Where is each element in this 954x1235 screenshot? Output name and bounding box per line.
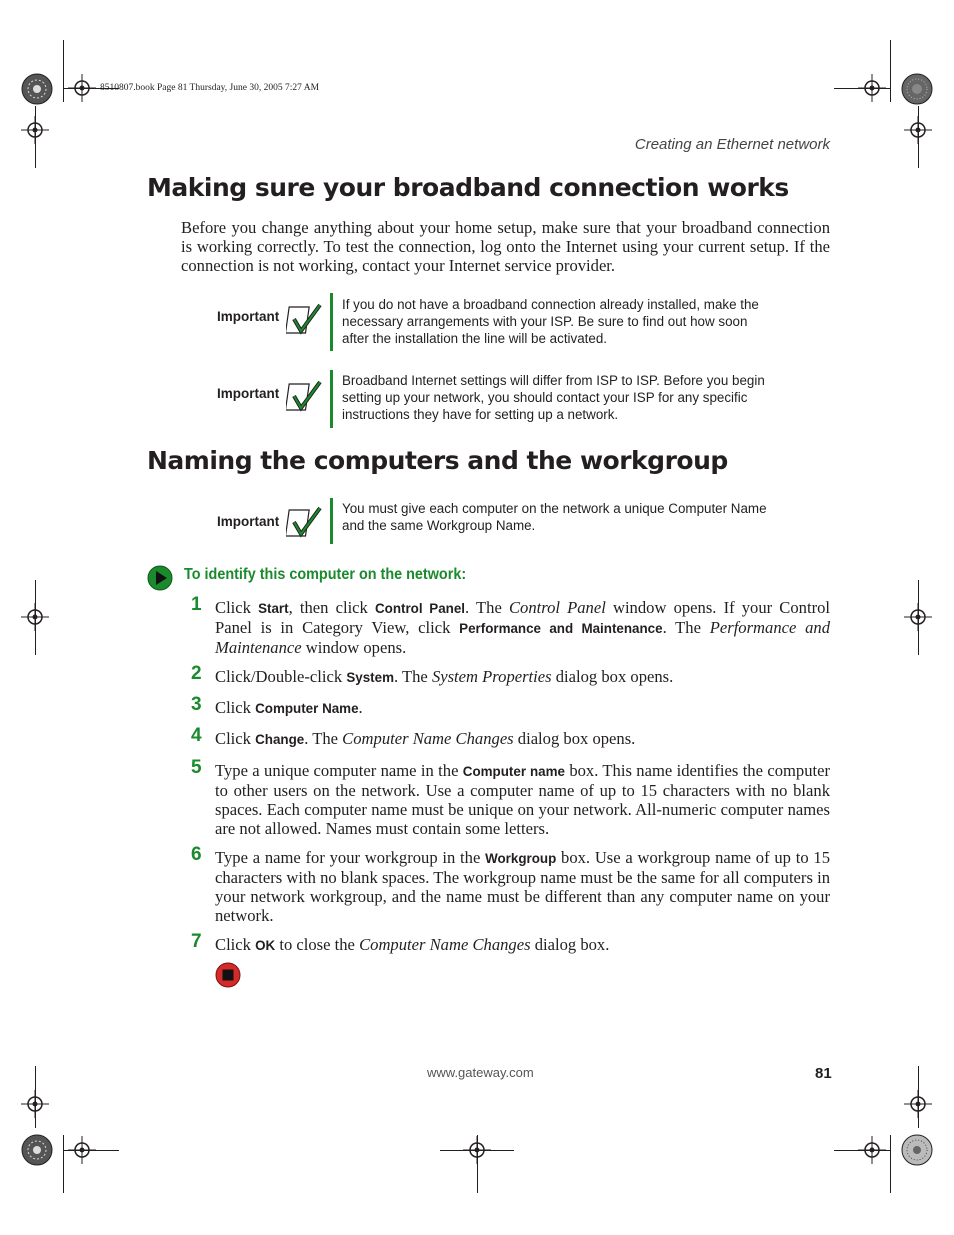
crosshair-icon	[858, 74, 886, 102]
checkmark-icon	[286, 378, 324, 414]
play-arrow-icon	[147, 565, 173, 591]
stop-icon	[215, 962, 241, 988]
print-info: 8510807.book Page 81 Thursday, June 30, 2005 7:27 AM	[100, 83, 320, 93]
note-text: You must give each computer on the network a unique Computer Name and the same Workgroup Name.	[342, 501, 767, 533]
note-text: If you do not have a broadband connection already installed, make the necessary arrangements with your ISP. Be sure to find out how soon after the installation the line will be activated.	[342, 297, 759, 346]
crosshair-icon	[904, 1090, 932, 1118]
step-number: 5	[191, 757, 202, 778]
footer-url: www.gateway.com	[427, 1065, 534, 1080]
page-number: 81	[815, 1065, 832, 1082]
step-text: Click OK to close the Computer Name Changes dialog box.	[215, 935, 610, 954]
step-number: 1	[191, 594, 202, 615]
step-number: 2	[191, 663, 202, 684]
step-text: Click/Double-click System. The System Properties dialog box opens.	[215, 667, 674, 686]
important-note	[200, 293, 770, 351]
intro-paragraph: Before you change anything about your home setup, make sure that your broadband connection is working correctly. To test the connection, log onto the Internet using your current setup. If the connection is not working, contact your Internet service provider.	[181, 218, 830, 275]
crosshair-icon	[21, 603, 49, 631]
section-title-broadband: Making sure your broadband connection works	[147, 173, 789, 202]
step-number: 6	[191, 844, 202, 865]
running-head: Creating an Ethernet network	[634, 136, 830, 153]
registration-circle-icon	[900, 1133, 934, 1167]
registration-circle-icon	[20, 72, 54, 106]
important-note	[200, 370, 770, 428]
checkmark-icon	[286, 301, 324, 337]
crosshair-icon	[463, 1136, 491, 1164]
step-text: Click Computer Name.	[215, 698, 363, 717]
checkmark-icon	[286, 504, 324, 540]
note-label: Important	[217, 514, 280, 529]
registration-circle-icon	[20, 1133, 54, 1167]
note-text: Broadband Internet settings will differ from ISP to ISP. Before you begin setting up your network, you should contact your ISP for any specific instructions they have for setting up a network.	[342, 373, 765, 422]
step-text: Click Change. The Computer Name Changes dialog box opens.	[215, 729, 636, 748]
crosshair-icon	[68, 74, 96, 102]
step-text: Type a unique computer name in the Computer name box. This name identifies the computer to other users on the network. Use a computer name of up to 15 characters with no blank spaces. Each computer name must be unique on your network. All-numeric computer names are not allowed. Names must contain some letters.	[215, 761, 831, 838]
registration-circle-icon	[900, 72, 934, 106]
crosshair-icon	[68, 1136, 96, 1164]
step-text: Click Start, then click Control Panel. The Control Panel window opens. If your Control Panel is in Category View, click Performance and Maintenance. The Performance and Maintenance window opens.	[215, 598, 831, 657]
step-text: Type a name for your workgroup in the Workgroup box. Use a workgroup name of up to 15 characters with no blank spaces. The workgroup name must be the same for all computers in your network workgroup, and the name must be different than any computer name on your network.	[215, 848, 830, 925]
step-number: 3	[191, 694, 202, 715]
crosshair-icon	[904, 603, 932, 631]
step-number: 4	[191, 725, 202, 746]
note-label: Important	[217, 386, 280, 401]
note-label: Important	[217, 309, 280, 324]
step-number: 7	[191, 931, 202, 952]
procedure-title: To identify this computer on the network:	[184, 566, 467, 583]
crosshair-icon	[21, 1090, 49, 1118]
important-note	[200, 498, 770, 544]
section-title-naming: Naming the computers and the workgroup	[147, 446, 728, 475]
crosshair-icon	[858, 1136, 886, 1164]
